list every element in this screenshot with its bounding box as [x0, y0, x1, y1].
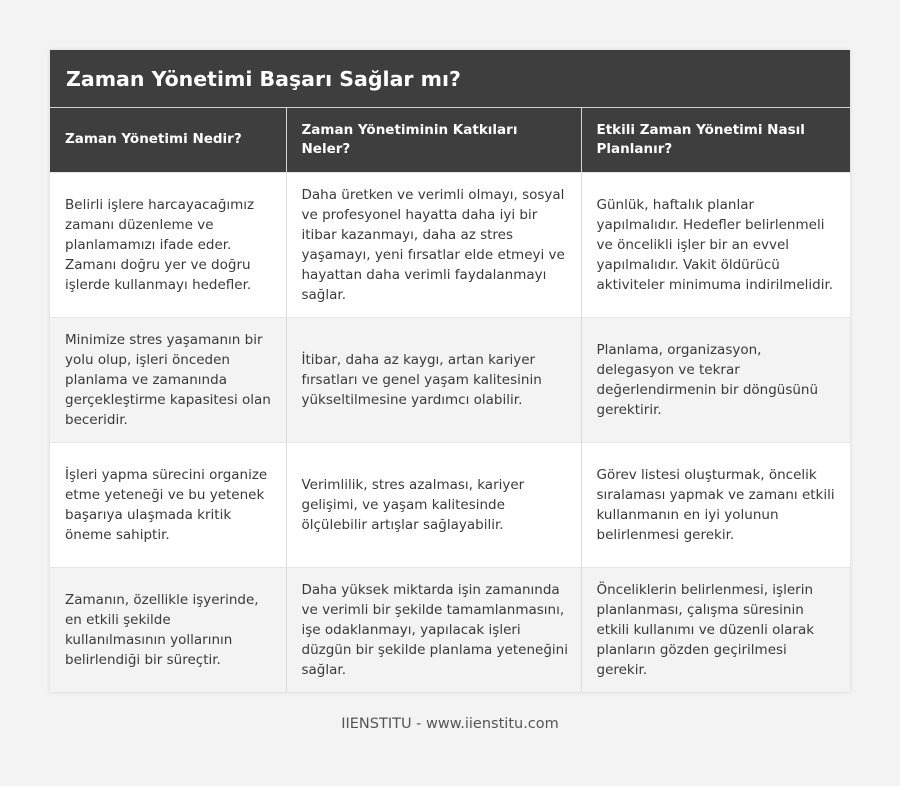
footer-credit: IIENSTITU - www.iienstitu.com	[341, 716, 559, 732]
column-header: Zaman Yönetiminin Katkıları Neler?	[286, 108, 581, 172]
column-header: Etkili Zaman Yönetimi Nasıl Planlanır?	[581, 108, 850, 172]
table-cell: Planlama, organizasyon, delegasyon ve tekrar değerlendirmenin bir döngüsünü gerektirir.	[581, 317, 850, 442]
table-row	[50, 442, 850, 567]
table-cell: İşleri yapma sürecini organize etme yeteneği ve bu yetenek başarıya ulaşmada kritik öneme sahiptir.	[50, 442, 286, 567]
table-row	[50, 172, 850, 317]
column-header: Zaman Yönetimi Nedir?	[50, 108, 286, 172]
table-cell: Verimlilik, stres azalması, kariyer gelişimi, ve yaşam kalitesinde ölçülebilir artışlar sağlayabilir.	[286, 442, 581, 567]
table-row	[50, 317, 850, 442]
table-cell: Günlük, haftalık planlar yapılmalıdır. Hedefler belirlenmeli ve öncelikli işler bir an evvel yapılmalıdır. Vakit öldürücü aktiviteler minimuma indirilmelidir.	[581, 172, 850, 317]
table-cell: Minimize stres yaşamanın bir yolu olup, işleri önceden planlama ve zamanında gerçekleştirme kapasitesi olan beceridir.	[50, 317, 286, 442]
table-card	[50, 50, 850, 692]
table-cell: İtibar, daha az kaygı, artan kariyer fırsatları ve genel yaşam kalitesinin yükseltilmesine yardımcı olabilir.	[286, 317, 581, 442]
table-cell: Belirli işlere harcayacağımız zamanı düzenleme ve planlamamızı ifade eder. Zamanı doğru yer ve doğru işlerde kullanmayı hedefler.	[50, 172, 286, 317]
table-cell: Önceliklerin belirlenmesi, işlerin planlanması, çalışma süresinin etkili kullanımı ve düzenli olarak planların gözden geçirilmesi gerekir.	[581, 567, 850, 692]
table-cell: Zamanın, özellikle işyerinde, en etkili şekilde kullanılmasının yollarının belirlendiği bir süreçtir.	[50, 567, 286, 692]
table-cell: Daha üretken ve verimli olmayı, sosyal ve profesyonel hayatta daha iyi bir itibar kazanmayı, daha az stres yaşamayı, yeni fırsatlar elde etmeyi ve hayattan daha verimli faydalanmayı sağlar.	[286, 172, 581, 317]
comparison-table	[50, 108, 850, 692]
table-cell: Daha yüksek miktarda işin zamanında ve verimli bir şekilde tamamlanmasını, işe odaklanmayı, yapılacak işleri düzgün bir şekilde planlama yeteneğini sağlar.	[286, 567, 581, 692]
table-title: Zaman Yönetimi Başarı Sağlar mı?	[50, 50, 850, 108]
table-cell: Görev listesi oluşturmak, öncelik sıralaması yapmak ve zamanı etkili kullanmanın en iyi yolunun belirlenmesi gerekir.	[581, 442, 850, 567]
header-row	[50, 108, 850, 172]
table-row	[50, 567, 850, 692]
